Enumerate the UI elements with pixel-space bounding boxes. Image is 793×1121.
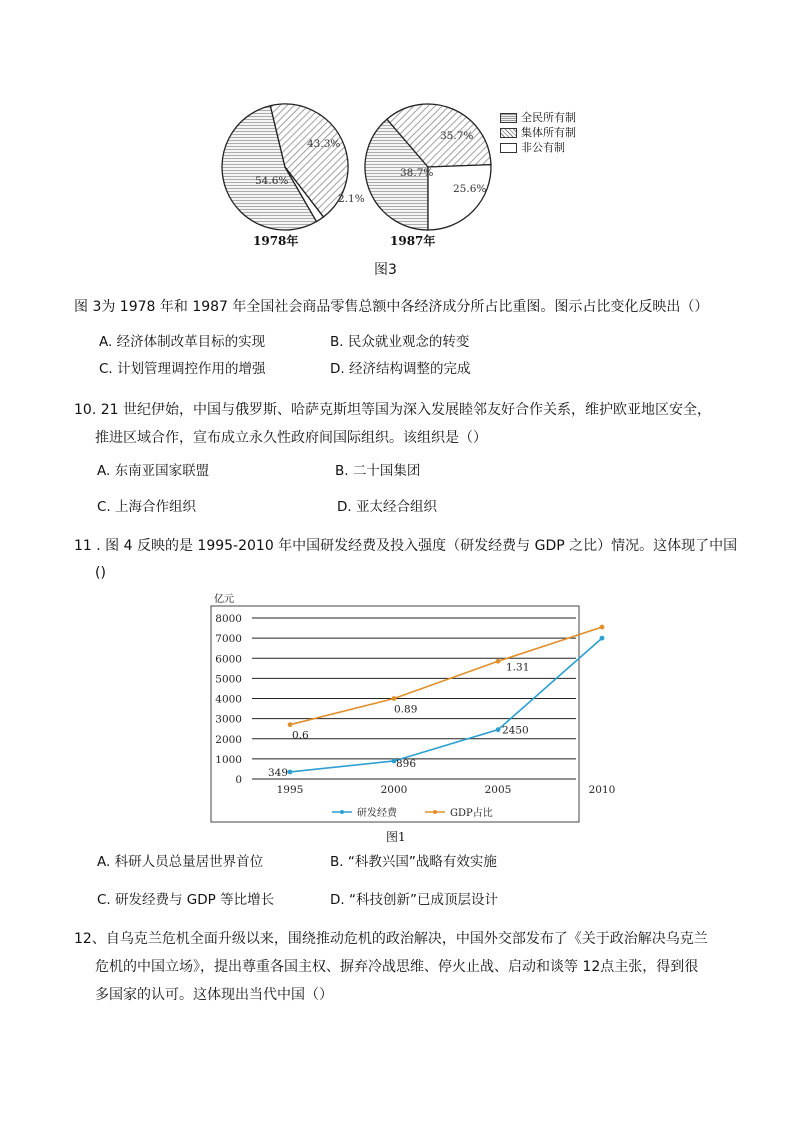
pie-slice-label: 25.6% — [453, 183, 487, 195]
pie-slice — [428, 165, 491, 230]
q10-option-b[interactable]: B. 二十国集团 — [335, 463, 421, 479]
series-point — [288, 770, 293, 775]
q11-option-d[interactable]: D. “科技创新”已成顶层设计 — [330, 892, 498, 908]
q9-option-a[interactable]: A. 经济体制改革目标的实现 — [99, 334, 266, 350]
y-tick-label: 4000 — [215, 693, 242, 706]
x-tick-label: 2005 — [484, 784, 512, 796]
pie-slice-label: 2.1% — [338, 193, 365, 205]
point-label: 896 — [396, 757, 417, 770]
question-11-line2: () — [95, 565, 106, 581]
question-11-line1: 11 . 图 4 反映的是 1995-2010 年中国研发经费及投入强度（研发经费与 GDP 之比）情况。这体现了中国 — [74, 538, 738, 554]
pie-slice-label: 43.3% — [307, 138, 341, 150]
x-tick-label: 1995 — [276, 784, 304, 796]
legend-swatch-blank — [500, 143, 517, 153]
y-tick-label: 7000 — [215, 633, 242, 646]
x-tick-label: 2000 — [380, 784, 408, 796]
x-tick-label: 2010 — [588, 784, 616, 796]
point-label: 2450 — [502, 724, 529, 737]
y-tick-label: 8000 — [215, 613, 242, 625]
legend-item-collective — [500, 126, 576, 139]
y-tick-label: 1000 — [215, 753, 242, 766]
legend-label: 研发经费 — [357, 808, 397, 819]
q11-option-a[interactable]: A. 科研人员总量居世界首位 — [97, 854, 264, 870]
rd-line-chart — [210, 605, 616, 825]
y-tick-label: 2000 — [215, 733, 242, 746]
question-12-line2: 危机的中国立场》，提出尊重各国主权、摒弃冷战思维、停火止战、启动和谈等 12点主张，得到很 — [95, 959, 699, 975]
figure-3 — [215, 85, 585, 250]
q10-option-c[interactable]: C. 上海合作组织 — [97, 499, 197, 515]
q11-option-c[interactable]: C. 研发经费与 GDP 等比增长 — [97, 892, 275, 908]
question-10-line1: 10. 21 世纪伊始，中国与俄罗斯、哈萨克斯坦等国为深入发展睦邻友好合作关系，维护欧亚地区安全， — [74, 402, 711, 418]
legend-marker — [433, 810, 437, 814]
legend-marker — [340, 810, 344, 814]
pie-slice-label: 38.7% — [400, 167, 434, 179]
series-point — [600, 636, 605, 641]
legend-item-state — [500, 111, 576, 124]
point-label: 0.89 — [394, 703, 418, 716]
pie-charts-svg — [215, 85, 585, 250]
point-label: 349 — [268, 766, 289, 779]
question-9-stem: 图 3为 1978 年和 1987 年全国社会商品零售总额中各经济成分所占比重图。图示占比变化反映出（） — [74, 299, 709, 315]
series-point — [288, 722, 293, 727]
point-label: 1.31 — [506, 661, 530, 674]
q9-option-c[interactable]: C. 计划管理调控作用的增强 — [99, 361, 266, 377]
question-12-line1: 12、自乌克兰危机全面升级以来，围绕推动危机的政治解决，中国外交部发布了《关于政治解决乌克兰 — [74, 931, 708, 947]
chart-caption: 图1 — [386, 830, 406, 844]
y-tick-label: 5000 — [215, 673, 242, 686]
question-10-line2: 推进区域合作，宣布成立永久性政府间国际组织。该组织是（） — [95, 430, 487, 446]
legend-swatch-horizontal — [500, 113, 517, 123]
legend-label: 全民所有制 — [521, 111, 576, 124]
series-point — [496, 659, 501, 664]
legend-item-nonpublic — [500, 141, 565, 154]
q9-option-b[interactable]: B. 民众就业观念的转变 — [330, 334, 470, 350]
q9-option-d[interactable]: D. 经济结构调整的完成 — [330, 361, 471, 377]
chart-ylabel: 亿元 — [214, 594, 234, 605]
point-label: 0.6 — [292, 729, 309, 742]
series-point — [600, 625, 605, 630]
series-point — [496, 727, 501, 732]
figure-3-caption: 图3 — [374, 262, 397, 278]
q11-option-b[interactable]: B. “科教兴国”战略有效实施 — [330, 854, 497, 870]
q10-option-d[interactable]: D. 亚太经合组织 — [337, 499, 437, 515]
y-tick-label: 0 — [235, 774, 242, 786]
question-12-line3: 多国家的认可。这体现出当代中国（） — [95, 987, 333, 1003]
q10-option-a[interactable]: A. 东南亚国家联盟 — [97, 463, 210, 479]
pie-slice-label: 54.6% — [255, 175, 289, 187]
pie-year-1978: 1978年 — [253, 234, 299, 248]
legend-label: 集体所有制 — [521, 126, 576, 139]
series-point — [392, 696, 397, 701]
legend-label: GDP占比 — [450, 808, 493, 819]
pie-year-1987: 1987年 — [390, 234, 436, 248]
legend-swatch-hatch — [500, 128, 517, 138]
pie-slice-label: 35.7% — [440, 130, 474, 142]
legend-label: 非公有制 — [521, 141, 565, 154]
y-tick-label: 6000 — [215, 653, 242, 666]
y-tick-label: 3000 — [215, 713, 242, 726]
